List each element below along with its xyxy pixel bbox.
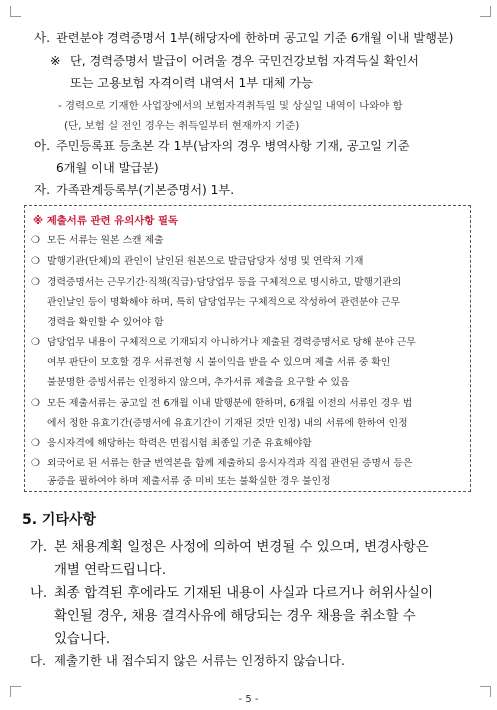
item-na-marker: 나. bbox=[30, 586, 48, 601]
item-na-line3: 있습니다. bbox=[54, 632, 110, 647]
notice-item-1-line-1: 모든 서류는 원본 스캔 제출 bbox=[47, 235, 164, 246]
notice-item-3-line-3: 경력을 확인할 수 있어야 함 bbox=[47, 317, 164, 328]
notice-bullet: ❍ bbox=[31, 398, 40, 409]
item-sa-note2-line1: - 경력으로 기재한 사업장에서의 보험자격취득일 및 상실일 내역이 나와야 함 bbox=[58, 100, 403, 112]
notice-item-2-line-1: 발행기관(단체)의 관인이 날인된 원본으로 발급담당자 성명 및 연락처 기재 bbox=[47, 256, 364, 267]
notice-box bbox=[24, 205, 471, 492]
notice-bullet: ❍ bbox=[31, 235, 40, 246]
item-ja-text: 가족관계등록부(기본증명서) 1부. bbox=[56, 183, 235, 197]
item-sa-marker: 사. bbox=[34, 30, 51, 45]
item-da-marker: 다. bbox=[30, 653, 46, 668]
item-sa-note2-line2: (단, 보험 실 전인 경우는 취득일부터 현재까지 기준) bbox=[64, 120, 300, 132]
notice-bullet: ❍ bbox=[31, 438, 40, 449]
notice-item-3-line-1: 경력증명서는 근무기간·직책(직급)·담당업무 등을 구체적으로 명시하고, 발행기관의 bbox=[47, 277, 402, 288]
notice-item-3-line-2: 관인날인 등이 명확해야 하며, 특히 담당업무는 구체적으로 작성하여 관련분야 근무 bbox=[47, 297, 400, 308]
notice-bullet: ❍ bbox=[31, 458, 40, 469]
item-na-line1: 최종 합격된 후에라도 기재된 내용이 사실과 다르거나 허위사실이 bbox=[54, 586, 434, 601]
notice-item-5-line-1: 모든 제출서류는 공고일 전 6개월 이내 발행분에 한하며, 6개월 이전의 서류인 경우 법 bbox=[47, 398, 413, 409]
notice-box-title: ※ 제출서류 관련 유의사항 필독 bbox=[33, 215, 179, 227]
page-number: - 5 - bbox=[238, 694, 259, 705]
item-sa-text: 관련분야 경력증명서 1부(해당자에 한하며 공고일 기준 6개월 이내 발행분) bbox=[56, 31, 454, 45]
item-sa-note1-line2: 또는 고용보험 자격이력 내역서 1부 대체 가능 bbox=[70, 76, 313, 90]
item-a-line1: 주민등록표 등초본 각 1부(남자의 경우 병역사항 기재, 공고일 기준 bbox=[56, 139, 410, 153]
notice-item-4-line-1: 담당업무 내용이 구체적으로 기재되지 아니하거나 제출된 경력증명서로 당해 분야 근무 bbox=[47, 337, 416, 348]
item-ja-marker: 자. bbox=[34, 182, 51, 197]
item-ga-line1: 본 채용계획 일정은 사정에 의하여 변경될 수 있으며, 변경사항은 bbox=[54, 540, 429, 555]
crop-mark-top-right bbox=[480, 6, 491, 17]
notice-item-6-line-1: 응시자격에 해당하는 학력은 면접시험 최종일 기준 유효해야함 bbox=[47, 438, 312, 449]
notice-item-7-line-2: 공증을 필하여야 하며 제출서류 중 미비 또는 불확실한 경우 불인정 bbox=[47, 476, 331, 487]
item-sa-note1-line1: 단, 경력증명서 발급이 어려울 경우 국민건강보험 자격득실 확인서 bbox=[70, 54, 419, 68]
notice-bullet: ❍ bbox=[31, 337, 40, 348]
crop-mark-top-left bbox=[10, 6, 21, 17]
item-ga-line2: 개별 연락드립니다. bbox=[54, 563, 166, 578]
item-da-text: 제출기한 내 접수되지 않은 서류는 인정하지 않습니다. bbox=[54, 653, 345, 668]
item-ga-marker: 가. bbox=[30, 540, 48, 555]
notice-bullet: ❍ bbox=[31, 277, 40, 288]
item-na-line2: 확인될 경우, 채용 결격사유에 해당되는 경우 채용을 취소할 수 bbox=[54, 609, 416, 624]
item-sa-note1-marker: ※ bbox=[50, 53, 61, 68]
item-a-line2: 6개월 이내 발급분) bbox=[56, 161, 159, 175]
notice-bullet: ❍ bbox=[31, 256, 40, 267]
section-5-heading: 5. 기타사항 bbox=[22, 512, 97, 528]
notice-item-4-line-3: 불분명한 증빙서류는 인정하지 않으며, 추가서류 제출을 요구할 수 있음 bbox=[47, 377, 350, 388]
notice-item-4-line-2: 여부 판단이 모호할 경우 서류전형 시 불이익을 받을 수 있으며 제출 서류 중 확인 bbox=[47, 357, 391, 368]
notice-item-5-line-2: 에서 정한 유효기간(증명서에 유효기간이 기재된 것만 인정) 내의 서류에 한하여 인정 bbox=[47, 418, 408, 429]
item-a-marker: 아. bbox=[34, 138, 51, 153]
notice-item-7-line-1: 외국어로 된 서류는 한글 번역본을 함께 제출하되 응시자격과 직접 관련된 증명서 등은 bbox=[47, 458, 413, 469]
